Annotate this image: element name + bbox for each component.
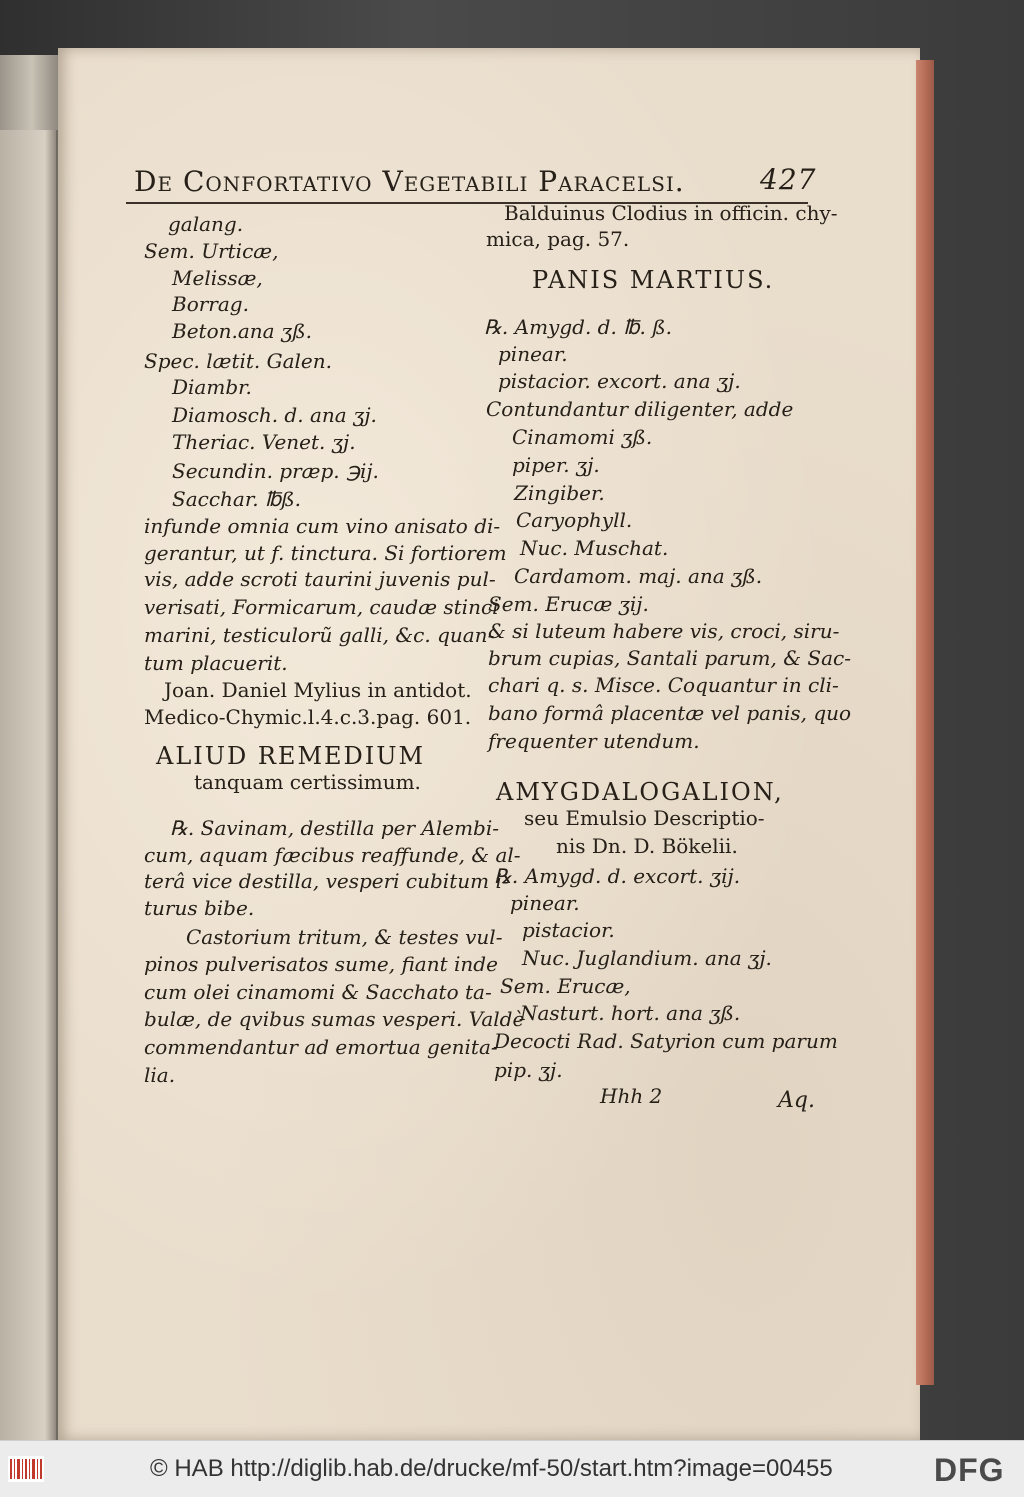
section-subheading: seu Emulsio Descriptio- [524,806,765,830]
text-line: Melissæ, [172,266,263,290]
text-line: ℞. Savinam, destilla per Alembi- [170,816,500,840]
section-heading: ALIUD REMEDIUM [156,742,426,770]
text-line: Nasturt. hort. ana ʒß. [520,1001,741,1025]
text-line: turus bibe. [144,896,255,920]
text-line: bano formâ placentæ vel panis, quo [488,701,852,725]
text-line: marini, testiculorũ galli, &c. quan- [144,623,495,647]
text-line: Sem. Erucæ, [500,974,631,998]
text-line: Cardamom. maj. ana ʒß. [514,564,763,588]
text-line: frequenter utendum. [488,729,700,753]
text-line: Balduinus Clodius in officin. chy- [504,201,838,225]
text-line: Diamosch. d. ana ʒj. [172,403,377,427]
section-subheading: nis Dn. D. Bökelii. [556,834,738,858]
text-line: Decocti Rad. Satyrion cum parum [494,1029,838,1053]
text-line: Theriac. Venet. ʒj. [172,430,356,454]
text-line: Sem. Urticæ, [144,239,279,263]
text-line: pinear. [498,342,568,366]
text-line: Secundin. præp. ℈ij. [172,459,379,483]
text-line: Borrag. [172,292,249,316]
text-line: mica, pag. 57. [486,227,630,251]
text-line: vis, adde scroti taurini juvenis pul- [144,567,496,591]
text-line: brum cupias, Santali parum, & Sac- [488,646,851,670]
signature-mark: Hhh 2 [600,1084,663,1108]
source-link[interactable]: © HAB http://diglib.hab.de/drucke/mf-50/start.htm?image=00455 [150,1455,833,1482]
text-line: Caryophyll. [516,508,633,532]
text-line: Castorium tritum, & testes vul- [186,925,503,949]
text-line: pinear. [510,891,580,915]
text-line: commendantur ad emortua genita- [144,1035,498,1059]
text-line: piper. ʒj. [512,453,600,477]
text-line: Zingiber. [514,481,605,505]
book-gutter [0,130,58,1440]
page-red-edge [916,60,934,1385]
text-line: pistacior. excort. ana ʒj. [498,369,741,393]
text-line: Beton.ana ʒß. [172,319,312,343]
text-line: cum olei cinamomi & Sacchato ta- [144,980,492,1004]
dfg-logo: DFG [934,1452,1005,1488]
text-line: pinos pulverisatos sume, fiant inde [144,952,498,976]
text-line: Nuc. Muschat. [520,536,669,560]
running-title: De Confortativo Vegetabili Paracelsi. [134,165,685,198]
text-line: chari q. s. Misce. Coquantur in cli- [488,673,839,697]
section-subheading: tanquam certissimum. [194,770,421,794]
text-line: Contundantur diligenter, adde [486,397,794,421]
text-line: ℞. Amygd. d. ℔. ß. [484,315,672,339]
text-line: terâ vice destilla, vesperi cubitum i- [144,869,509,893]
text-line: tum placuerit. [144,651,288,675]
text-line: verisati, Formicarum, caudæ stinci [144,595,499,619]
library-barcode-icon [8,1456,44,1482]
text-line: Nuc. Juglandium. ana ʒj. [522,946,772,970]
text-line: gerantur, ut f. tinctura. Si fortiorem [144,541,507,565]
text-line: pistacior. [522,918,615,942]
text-line: Cinamomi ʒß. [512,425,653,449]
page-number: 427 [760,163,817,196]
section-heading: AMYGDALOGALION, [496,778,784,806]
section-heading: PANIS MARTIUS. [532,266,775,294]
text-line: & si luteum habere vis, croci, siru- [488,619,840,643]
text-line: Diambr. [172,375,252,399]
text-line: bulæ, de qvibus sumas vesperi. Valdè [144,1007,525,1031]
text-line: ℞. Amygd. d. excort. ʒij. [494,864,741,888]
text-line: Sacchar. ℔ß. [172,487,301,511]
text-line: Sem. Erucæ ʒij. [488,592,649,616]
text-line: lia. [144,1063,176,1087]
text-line: galang. [168,212,244,236]
text-line: Medico-Chymic.l.4.c.3.pag. 601. [144,705,472,729]
catchword: Aq. [778,1088,815,1113]
text-line: Joan. Daniel Mylius in antidot. [164,678,472,702]
text-line: infunde omnia cum vino anisato di- [144,514,501,538]
text-line: cum, aquam fæcibus reaffunde, & al- [144,843,521,867]
text-line: pip. ʒj. [494,1058,563,1082]
text-line: Spec. lætit. Galen. [144,349,333,373]
